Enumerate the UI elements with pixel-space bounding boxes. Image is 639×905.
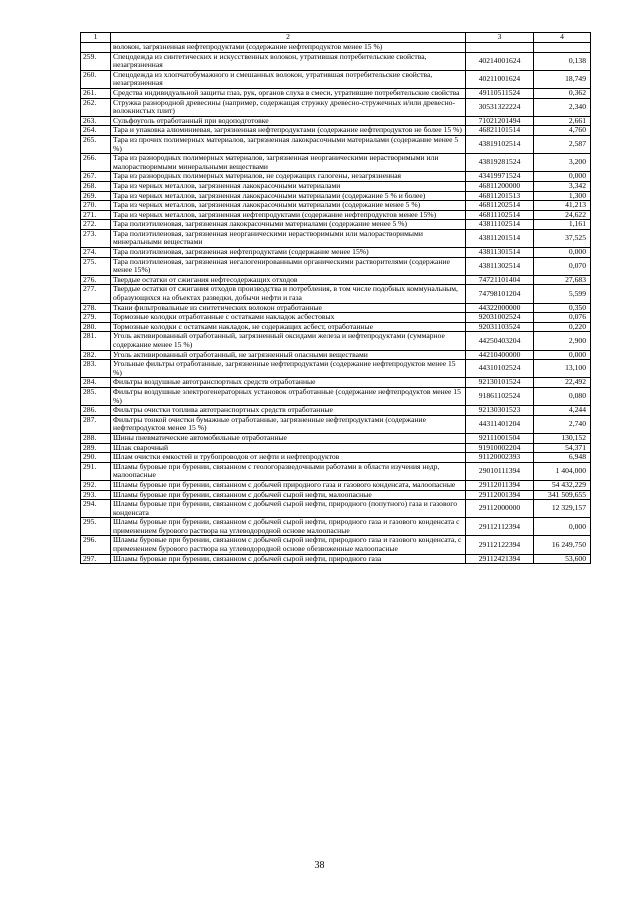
table-row: [81, 350, 591, 360]
row-code: 43811302514: [466, 257, 534, 275]
row-quantity: 0,000: [534, 172, 591, 182]
header-col-4: 4: [534, 33, 591, 43]
header-col-2: 2: [111, 33, 466, 43]
row-name: Тара из прочих полимерных материалов, загрязненная лакокрасочными материалами (содержание менее 5 %): [111, 135, 466, 153]
row-quantity: 0,080: [534, 387, 591, 405]
row-name: Тара полиэтиленовая, загрязненная лакокрасочными материалами (содержание менее 5 %): [111, 220, 466, 230]
row-name: Шламы буровые при бурении, связанном с геологоразведочными работами в области изучения недр, малоопасные: [111, 462, 466, 480]
row-code: 46811200000: [466, 181, 534, 191]
row-number: 272.: [81, 220, 111, 230]
row-number: 270.: [81, 201, 111, 211]
row-code: 43419971524: [466, 172, 534, 182]
row-name: Шламы буровые при бурении, связанном с добычей сырой нефти, природного газа и газового конденсата с применением бурового раствора на углеводородной основе малоопасные: [111, 518, 466, 536]
row-number: 267.: [81, 172, 111, 182]
row-quantity: 2,587: [534, 135, 591, 153]
table-row: [81, 275, 591, 285]
row-quantity: 2,340: [534, 98, 591, 116]
row-quantity: 1,161: [534, 220, 591, 230]
row-name: Тормозные колодки с остатками накладок, не содержащих асбест, отработанные: [111, 322, 466, 332]
row-name: Спецодежда из хлопчатобумажного и смешанных волокон, утратившая потребительские свойства, незагрязненная: [111, 70, 466, 88]
row-name: Тара из черных металлов, загрязненная лакокрасочными материалами (содержание менее 5 %): [111, 201, 466, 211]
row-number: 264.: [81, 126, 111, 136]
row-code: 44322000000: [466, 303, 534, 313]
row-name: Фильтры тонкой очистки бумажные отработанные, загрязненные нефтепродуктами (содержание нефтепродуктов менее 15 %): [111, 415, 466, 433]
row-number: 281.: [81, 332, 111, 350]
row-code: 92111001504: [466, 433, 534, 443]
row-code: 29010111394: [466, 462, 534, 480]
row-code: 74721101404: [466, 275, 534, 285]
row-name: Фильтры воздушные автотранспортных средств отработанные: [111, 378, 466, 388]
row-code: 49110511524: [466, 88, 534, 98]
row-quantity: 2,740: [534, 415, 591, 433]
row-number: 291.: [81, 462, 111, 480]
table-row: [81, 126, 591, 136]
row-quantity: 0,000: [534, 518, 591, 536]
table-row: [81, 248, 591, 258]
row-number: 282.: [81, 350, 111, 360]
row-name: Стружка разнородной древесины (например, содержащая стружку древесно-стружечных и/или древесно-волокнистых плит): [111, 98, 466, 116]
row-name: Шлам очистки емкостей и трубопроводов от нефти и нефтепродуктов: [111, 453, 466, 463]
row-number: 287.: [81, 415, 111, 433]
table-row: [81, 303, 591, 313]
header-col-3: 3: [466, 33, 534, 43]
row-quantity: 0,000: [534, 350, 591, 360]
row-quantity: 3,342: [534, 181, 591, 191]
table-row: [81, 313, 591, 323]
row-code: 43819281524: [466, 154, 534, 172]
row-quantity: 27,683: [534, 275, 591, 285]
row-quantity: 13,100: [534, 360, 591, 378]
table-row: [81, 480, 591, 490]
row-code: 44210400000: [466, 350, 534, 360]
row-name: Твердые остатки от сжигания отходов производства и потребления, в том числе подобных коммунальным, образующихся на объектах разведки, добычи нефти и газа: [111, 285, 466, 303]
row-number: 294.: [81, 500, 111, 518]
table-row: [81, 70, 591, 88]
row-name: Уголь активированный отработанный, загрязненный оксидами железа и нефтепродуктами (суммарное содержание менее 15 %): [111, 332, 466, 350]
row-quantity: 37,525: [534, 229, 591, 247]
row-number: 265.: [81, 135, 111, 153]
row-number: 260.: [81, 70, 111, 88]
row-quantity: 18,749: [534, 70, 591, 88]
row-number: 262.: [81, 98, 111, 116]
table-row: [81, 210, 591, 220]
row-number: 295.: [81, 518, 111, 536]
row-code: [466, 43, 534, 53]
row-code: 29112001394: [466, 490, 534, 500]
table-row: [81, 201, 591, 211]
table-row: [81, 285, 591, 303]
row-code: 46821101514: [466, 126, 534, 136]
row-quantity: 0,220: [534, 322, 591, 332]
table-row: [81, 387, 591, 405]
row-code: 74798101204: [466, 285, 534, 303]
row-code: 92031103524: [466, 322, 534, 332]
row-quantity: 0,350: [534, 303, 591, 313]
row-quantity: 54 432,229: [534, 480, 591, 490]
row-number: 297.: [81, 554, 111, 564]
row-number: 273.: [81, 229, 111, 247]
row-number: 280.: [81, 322, 111, 332]
row-quantity: 2,661: [534, 116, 591, 126]
row-code: 46811202514: [466, 201, 534, 211]
table-row: [81, 406, 591, 416]
row-name: Сульфоуголь отработанный при водоподготовке: [111, 116, 466, 126]
row-number: 266.: [81, 154, 111, 172]
row-quantity: 1 404,000: [534, 462, 591, 480]
row-code: 44311401204: [466, 415, 534, 433]
table-row: [81, 490, 591, 500]
row-code: 43811301514: [466, 248, 534, 258]
row-code: 44250403204: [466, 332, 534, 350]
row-number: 275.: [81, 257, 111, 275]
row-name: Тара из разнородных полимерных материалов, загрязненная неорганическими нерастворимыми или малорастворимыми минеральными веществами: [111, 154, 466, 172]
row-code: 29112112394: [466, 518, 534, 536]
row-name: Шины пневматические автомобильные отработанные: [111, 433, 466, 443]
row-quantity: [534, 43, 591, 53]
row-number: 290.: [81, 453, 111, 463]
row-quantity: 1,300: [534, 191, 591, 201]
row-number: 283.: [81, 360, 111, 378]
row-code: 40214001624: [466, 52, 534, 70]
page-number: 38: [314, 860, 325, 871]
row-quantity: 4,760: [534, 126, 591, 136]
table-body: [81, 33, 591, 564]
row-code: 91861102524: [466, 387, 534, 405]
table-row: [81, 415, 591, 433]
waste-table: [80, 32, 591, 564]
row-code: 29112011394: [466, 480, 534, 490]
table-row: [81, 322, 591, 332]
table-row: [81, 462, 591, 480]
row-code: 92031002524: [466, 313, 534, 323]
table-row: [81, 453, 591, 463]
row-number: 261.: [81, 88, 111, 98]
row-number: 269.: [81, 191, 111, 201]
row-number: 259.: [81, 52, 111, 70]
row-number: 274.: [81, 248, 111, 258]
row-quantity: 6,948: [534, 453, 591, 463]
row-number: 278.: [81, 303, 111, 313]
row-number: 293.: [81, 490, 111, 500]
row-quantity: 2,900: [534, 332, 591, 350]
row-number: 279.: [81, 313, 111, 323]
row-number: 268.: [81, 181, 111, 191]
table-row: [81, 220, 591, 230]
row-code: 43819102514: [466, 135, 534, 153]
row-number: [81, 43, 111, 53]
row-name: Тара полиэтиленовая, загрязненная негалогенированными органическими растворителями (содержание менее 15%): [111, 257, 466, 275]
table-row: [81, 433, 591, 443]
row-code: 92130101524: [466, 378, 534, 388]
row-code: 43811102514: [466, 220, 534, 230]
table-row: [81, 257, 591, 275]
table-row: [81, 536, 591, 554]
table-row: [81, 500, 591, 518]
row-quantity: 3,200: [534, 154, 591, 172]
row-code: 71021201494: [466, 116, 534, 126]
table-row: [81, 191, 591, 201]
row-code: 30531322224: [466, 98, 534, 116]
row-name: Твердые остатки от сжигания нефтесодержащих отходов: [111, 275, 466, 285]
row-quantity: 41,213: [534, 201, 591, 211]
row-quantity: 5,599: [534, 285, 591, 303]
row-code: 92130301523: [466, 406, 534, 416]
table-row: [81, 135, 591, 153]
row-name: Спецодежда из синтетических и искусственных волокон, утратившая потребительские свойства, незагрязненная: [111, 52, 466, 70]
row-number: 289.: [81, 443, 111, 453]
row-number: 288.: [81, 433, 111, 443]
row-code: 40211001624: [466, 70, 534, 88]
row-number: 292.: [81, 480, 111, 490]
row-quantity: 0,070: [534, 257, 591, 275]
row-quantity: 0,076: [534, 313, 591, 323]
row-quantity: 16 249,750: [534, 536, 591, 554]
row-code: 91120002393: [466, 453, 534, 463]
row-name: Тара из черных металлов, загрязненная лакокрасочными материалами (содержание 5 % и более): [111, 191, 466, 201]
table-row: [81, 98, 591, 116]
row-quantity: 0,362: [534, 88, 591, 98]
row-name: Фильтры воздушные электрогенераторных установок отработанные (содержание нефтепродуктов менее 15 %): [111, 387, 466, 405]
row-name: Шламы буровые при бурении, связанном с добычей сырой нефти, природного (попутного) газа и газового конденсата: [111, 500, 466, 518]
table-row: [81, 52, 591, 70]
row-quantity: 130,152: [534, 433, 591, 443]
row-number: 271.: [81, 210, 111, 220]
row-name: Фильтры очистки топлива автотранспортных средств отработанные: [111, 406, 466, 416]
table-row: [81, 154, 591, 172]
row-quantity: 24,622: [534, 210, 591, 220]
row-code: 29112421394: [466, 554, 534, 564]
row-code: 46811102514: [466, 210, 534, 220]
row-name: Шламы буровые при бурении, связанном с добычей природного газа и газового конденсата, малоопасные: [111, 480, 466, 490]
table-row: [81, 172, 591, 182]
row-name: Тормозные колодки отработанные с остатками накладок асбестовых: [111, 313, 466, 323]
row-quantity: 4,244: [534, 406, 591, 416]
row-name: Ткани фильтровальные из синтетических волокон отработанные: [111, 303, 466, 313]
table-row: [81, 116, 591, 126]
row-name: Тара из разнородных полимерных материалов, не содержащих галогены, незагрязненная: [111, 172, 466, 182]
table-row: [81, 88, 591, 98]
row-number: 276.: [81, 275, 111, 285]
row-code: 46811201513: [466, 191, 534, 201]
row-number: 286.: [81, 406, 111, 416]
row-quantity: 0,138: [534, 52, 591, 70]
row-quantity: 22,492: [534, 378, 591, 388]
table-row: [81, 518, 591, 536]
row-name: Тара и упаковка алюминиевая, загрязненная нефтепродуктами (содержание нефтепродуктов не более 15 %): [111, 126, 466, 136]
row-quantity: 341 509,655: [534, 490, 591, 500]
row-name: Шламы буровые при бурении, связанном с добычей сырой нефти, малоопасные: [111, 490, 466, 500]
table-row: [81, 443, 591, 453]
row-name: Угольные фильтры отработанные, загрязненные нефтепродуктами (содержание нефтепродуктов менее 15 %): [111, 360, 466, 378]
row-name: волокон, загрязненная нефтепродуктами (содержание нефтепродуктов менее 15 %): [111, 43, 466, 53]
row-code: 44310102524: [466, 360, 534, 378]
row-number: 296.: [81, 536, 111, 554]
row-number: 284.: [81, 378, 111, 388]
row-name: Тара полиэтиленовая, загрязненная неорганическими нерастворимыми или малорастворимыми минеральными веществами: [111, 229, 466, 247]
row-number: 263.: [81, 116, 111, 126]
row-name: Шламы буровые при бурении, связанном с добычей сырой нефти, природного газа: [111, 554, 466, 564]
row-name: Уголь активированный отработанный, не загрязненный опасными веществами: [111, 350, 466, 360]
table-row: [81, 554, 591, 564]
table-row: [81, 181, 591, 191]
row-quantity: 53,600: [534, 554, 591, 564]
header-col-1: 1: [81, 33, 111, 43]
table-row: [81, 360, 591, 378]
row-name: Средства индивидуальной защиты глаз, рук, органов слуха в смеси, утратившие потребительские свойства: [111, 88, 466, 98]
row-code: 29112122394: [466, 536, 534, 554]
row-quantity: 54,371: [534, 443, 591, 453]
row-number: 285.: [81, 387, 111, 405]
row-quantity: 0,000: [534, 248, 591, 258]
row-code: 91910002204: [466, 443, 534, 453]
row-name: Тара из черных металлов, загрязненная нефтепродуктами (содержание нефтепродуктов менее 15%): [111, 210, 466, 220]
table-row: [81, 332, 591, 350]
table-row: [81, 229, 591, 247]
table-header-row: [81, 33, 591, 43]
row-code: 29112000000: [466, 500, 534, 518]
row-name: Тара из черных металлов, загрязненная лакокрасочными материалами: [111, 181, 466, 191]
row-name: Шламы буровые при бурении, связанном с добычей сырой нефти, природного газа и газового конденсата, с применением бурового раствора на углеводородной основе обезвоженные малоопасные: [111, 536, 466, 554]
row-number: 277.: [81, 285, 111, 303]
row-quantity: 12 329,157: [534, 500, 591, 518]
table-row: [81, 43, 591, 53]
row-name: Шлак сварочный: [111, 443, 466, 453]
row-name: Тара полиэтиленовая, загрязненная нефтепродуктами (содержание менее 15%): [111, 248, 466, 258]
table-row: [81, 378, 591, 388]
row-code: 43811201514: [466, 229, 534, 247]
